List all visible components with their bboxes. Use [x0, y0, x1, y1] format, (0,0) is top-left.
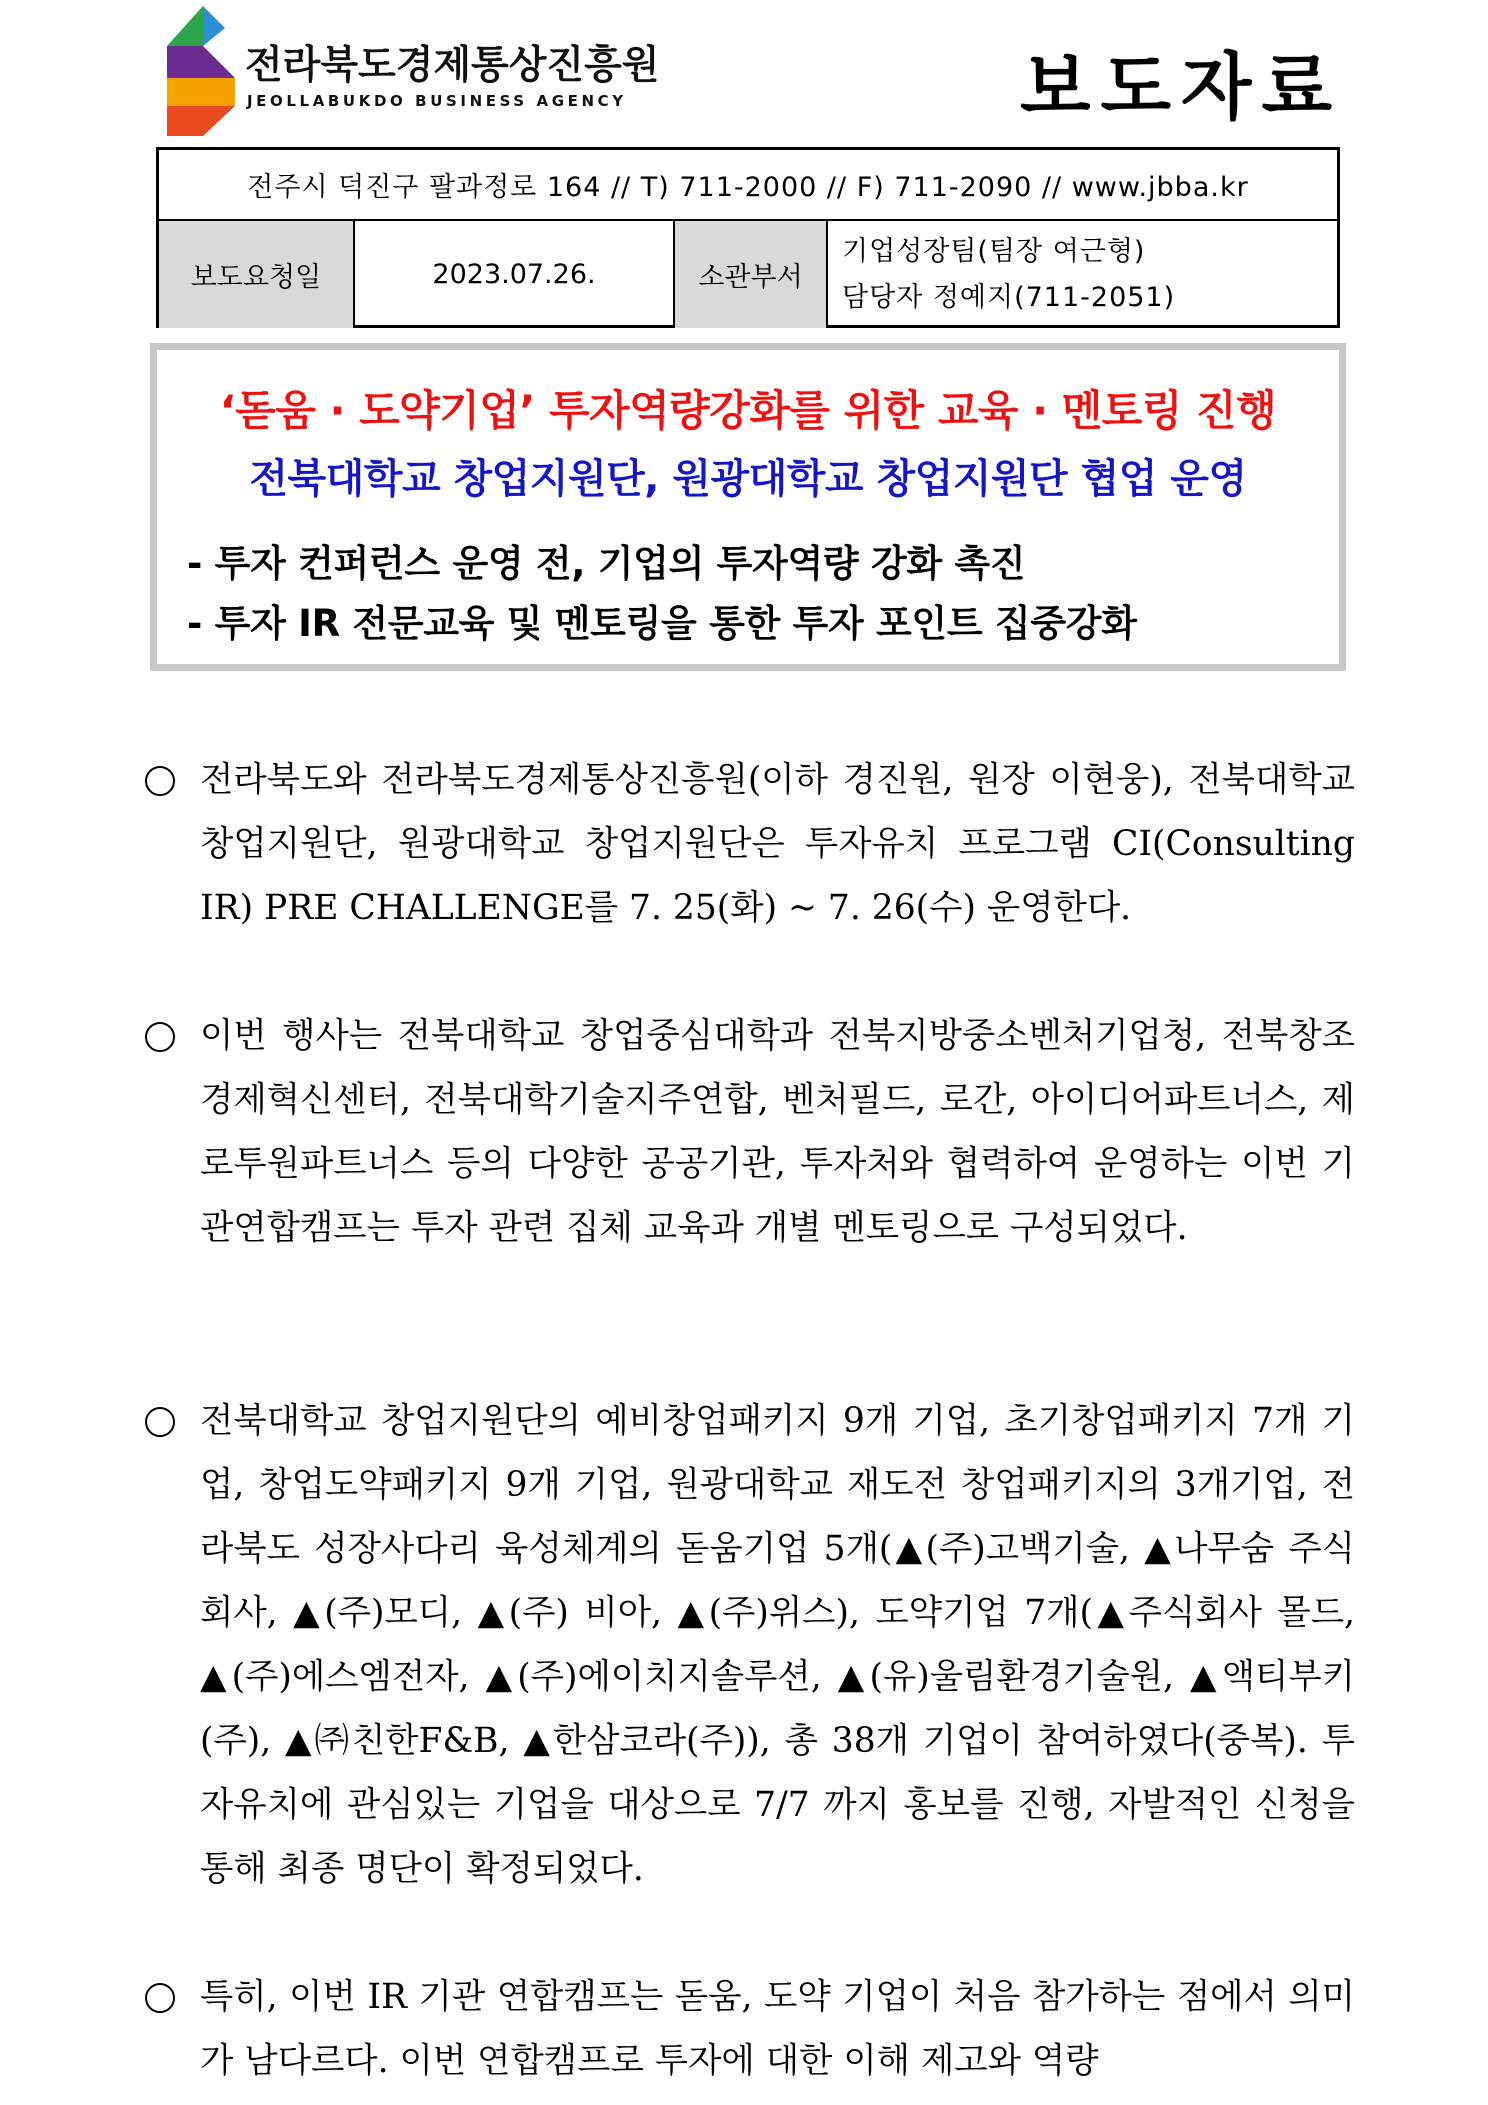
logo-emblem-icon	[165, 6, 240, 136]
body-paragraph	[145, 1004, 1355, 1260]
body-paragraph	[145, 748, 1355, 940]
request-date-label: 보도요청일	[159, 221, 355, 328]
headline-bullet: - 투자 컨퍼런스 운영 전, 기업의 투자역량 강화 촉진	[187, 542, 1026, 585]
org-name-kr: 전라북도경제통상진흥원	[245, 43, 660, 88]
contact-line: 전주시 덕진구 팔과정로 164 // T) 711-2000 // F) 711-2090 // www.jbba.kr	[159, 150, 1337, 221]
dept-info	[828, 221, 1337, 328]
body-paragraph	[145, 1389, 1355, 1901]
paragraph-text: 이번 행사는 전북대학교 창업중심대학과 전북지방중소벤처기업청, 전북창조경제혁신센터, 전북대학기술지주연합, 벤처필드, 로간, 아이디어파트너스, 제로투원파트너스 등의 다양한 공공기관, 투자처와 협력하여 운영하는 이번 기관연합캠프는 투자 관련 집체 교육과 개별 멘토링으로 구성되었다.	[200, 1016, 1355, 1248]
org-name-en: JEOLLABUKDO BUSINESS AGENCY	[247, 92, 627, 110]
headline-bullet: - 투자 IR 전문교육 및 멘토링을 통한 투자 포인트 집중강화	[187, 602, 1137, 645]
request-date-value: 2023.07.26.	[355, 221, 675, 328]
headline-subtitle: 전북대학교 창업지원단, 원광대학교 창업지원단 협업 운영	[249, 456, 1247, 502]
info-table	[156, 147, 1340, 328]
headline-box	[150, 343, 1346, 671]
circle-bullet-icon	[145, 1407, 175, 1437]
paragraph-text: 전북대학교 창업지원단의 예비창업패키지 9개 기업, 초기창업패키지 7개 기업, 창업도약패키지 9개 기업, 원광대학교 재도전 창업패키지의 3개기업, 전라북도 성장사다리 육성체계의 돋움기업 5개(▲(주)고백기술, ▲나무숨 주식회사, ▲(주)모디, ▲(주) 비아, ▲(주)위스), 도약기업 7개(▲주식회사 몰드, ▲(주)에스엠전자, ▲(주)에이치지솔루션, ▲(유)울림환경기술원, ▲액티부키(주), ▲㈜친한F&B, ▲한삼코라(주)), 총 38개 기업이 참여하였다(중복). 투자유치에 관심있는 기업을 대상으로 7/7 까지 홍보를 진행, 자발적인 신청을 통해 최종 명단이 확정되었다.	[200, 1401, 1355, 1889]
circle-bullet-icon	[145, 1983, 175, 2013]
dept-label: 소관부서	[675, 221, 828, 328]
body-paragraph	[145, 1965, 1355, 2093]
paragraph-text: 특히, 이번 IR 기관 연합캠프는 돋움, 도약 기업이 처음 참가하는 점에서 의미가 남다르다. 이번 연합캠프로 투자에 대한 이해 제고와 역량	[200, 1977, 1355, 2081]
dept-team: 기업성장팀(팀장 여근형)	[842, 235, 1146, 267]
paragraph-text: 전라북도와 전라북도경제통상진흥원(이하 경진원, 원장 이현웅), 전북대학교 창업지원단, 원광대학교 창업지원단은 투자유치 프로그램 CI(Consulting IR) PRE CHALLENGE를 7. 25(화) ~ 7. 26(수) 운영한다.	[200, 760, 1355, 928]
circle-bullet-icon	[145, 766, 175, 796]
org-logo	[165, 6, 660, 136]
circle-bullet-icon	[145, 1022, 175, 1052]
dept-contact: 담당자 정예지(711-2051)	[842, 281, 1176, 313]
headline-title: ‘돋움 · 도약기업’ 투자역량강화를 위한 교육 · 멘토링 진행	[219, 386, 1277, 435]
doc-type-title: 보도자료	[1020, 45, 1343, 130]
